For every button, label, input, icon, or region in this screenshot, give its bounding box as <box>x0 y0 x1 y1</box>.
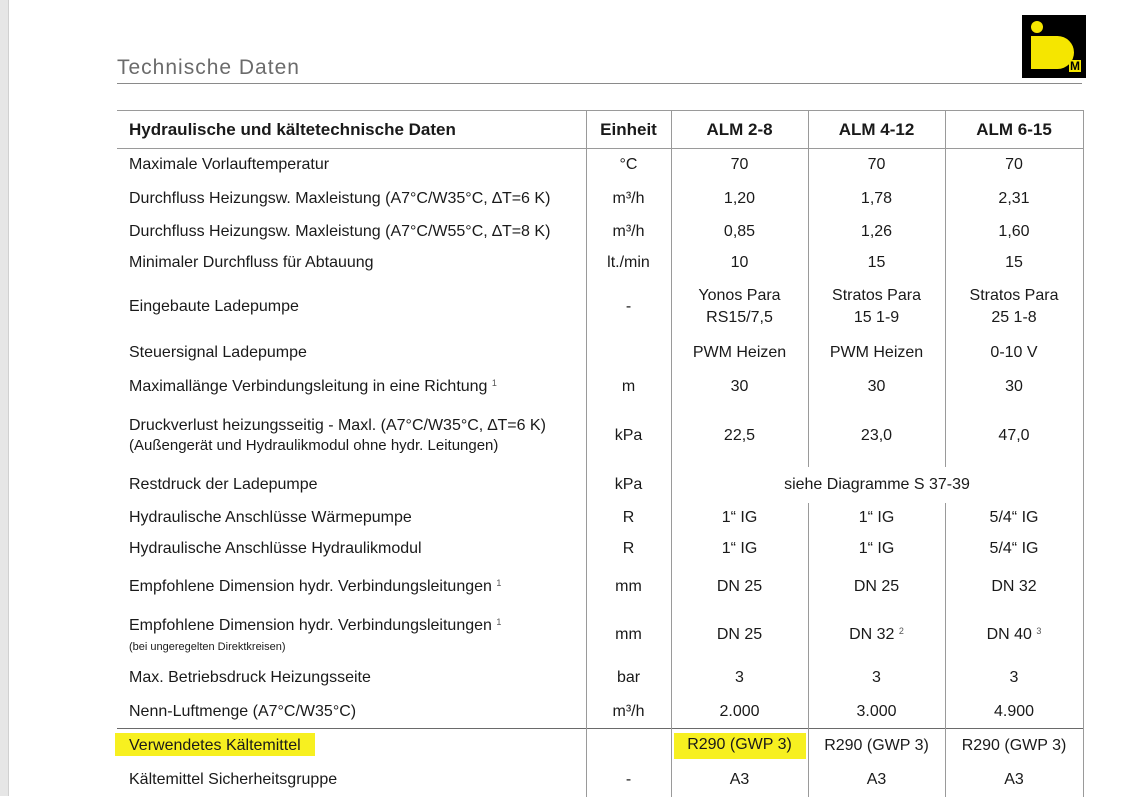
row-label-cell <box>117 369 586 405</box>
table-row <box>117 503 1083 534</box>
spec-table <box>117 110 1084 797</box>
viewer-left-edge <box>0 0 9 796</box>
row-label: Durchfluss Heizungsw. Maxleistung (A7°C/W35°C, ∆T=6 K) <box>129 189 551 207</box>
row-unit: lt./min <box>586 248 671 278</box>
row-unit: kPa <box>586 467 671 503</box>
row-label: Durchfluss Heizungsw. Maxleistung (A7°C/W55°C, ∆T=8 K) <box>129 222 551 240</box>
value-alm-4-12 <box>808 610 945 660</box>
value-alm-4-12: 3.000 <box>808 696 945 729</box>
value-alm-6-15: 70 <box>945 149 1083 182</box>
value-alm-2-8: 1,20 <box>671 182 808 216</box>
value-alm-4-12: 1,78 <box>808 182 945 216</box>
value-alm-6-15: A3 <box>945 764 1083 797</box>
value-alm-2-8 <box>671 278 808 337</box>
value-alm-2-8: DN 25 <box>671 565 808 610</box>
value-alm-4-12: 15 <box>808 248 945 278</box>
row-label-cell <box>117 565 586 610</box>
row-label: Maximale Vorlauftemperatur <box>129 156 330 174</box>
footnote-mark: 1 <box>491 377 497 388</box>
value-alm-4-12: 1“ IG <box>808 503 945 534</box>
value-alm-4-12: PWM Heizen <box>808 337 945 369</box>
value-alm-4-12: A3 <box>808 764 945 797</box>
row-label: Empfohlene Dimension hydr. Verbindungsleitungen <box>129 616 492 634</box>
row-label-highlighted: Verwendetes Kältemittel <box>115 733 315 756</box>
row-sublabel: (bei ungeregelten Direktkreisen) <box>129 640 286 653</box>
value-alm-4-12: 3 <box>808 660 945 696</box>
value-alm-2-8: 1“ IG <box>671 534 808 565</box>
value-alm-6-15: 3 <box>945 660 1083 696</box>
table-row <box>117 369 1083 405</box>
header-alm-6-15: ALM 6-15 <box>945 111 1083 149</box>
value-alm-6-15: DN 32 <box>945 565 1083 610</box>
table-row <box>117 764 1083 797</box>
table-row <box>117 278 1083 337</box>
row-unit: R <box>586 534 671 565</box>
row-unit: m <box>586 369 671 405</box>
header-alm-4-12: ALM 4-12 <box>808 111 945 149</box>
value-alm-2-8: 10 <box>671 248 808 278</box>
value-alm-4-12 <box>808 278 945 337</box>
value-alm-4-12: 23,0 <box>808 405 945 467</box>
value-alm-4-12: 1,26 <box>808 216 945 248</box>
value-text: DN 32 <box>849 625 895 643</box>
value-alm-2-8 <box>671 729 808 764</box>
row-label: Kältemittel Sicherheitsgruppe <box>129 771 338 788</box>
row-label: Steuersignal Ladepumpe <box>129 343 307 361</box>
value-alm-4-12: 30 <box>808 369 945 405</box>
value-alm-6-15 <box>945 278 1083 337</box>
table-row <box>117 216 1083 248</box>
value-line: Stratos Para <box>832 287 921 304</box>
value-line: Stratos Para <box>969 287 1059 304</box>
row-label: Restdruck der Ladepumpe <box>129 475 318 493</box>
row-label: Nenn-Luftmenge (A7°C/W35°C) <box>129 702 357 720</box>
row-label: Eingebaute Ladepumpe <box>129 298 299 315</box>
value-alm-6-15: 5/4“ IG <box>945 534 1083 565</box>
row-label: Empfohlene Dimension hydr. Verbindungsleitungen <box>129 578 492 595</box>
value-text: DN 40 <box>986 625 1032 643</box>
row-unit: mm <box>586 610 671 660</box>
value-alm-4-12: R290 (GWP 3) <box>808 729 945 764</box>
table-row <box>117 467 1083 503</box>
value-alm-6-15 <box>945 610 1083 660</box>
value-alm-6-15: 15 <box>945 248 1083 278</box>
header-unit: Einheit <box>586 111 671 149</box>
value-alm-2-8: 3 <box>671 660 808 696</box>
row-unit: - <box>586 278 671 337</box>
row-unit <box>586 729 671 764</box>
row-label: Druckverlust heizungsseitig - Maxl. (A7°C/W35°C, ∆T=6 K) <box>129 417 546 434</box>
row-unit: mm <box>586 565 671 610</box>
value-alm-2-8: 1“ IG <box>671 503 808 534</box>
value-alm-6-15: 4.900 <box>945 696 1083 729</box>
row-label: Minimaler Durchfluss für Abtauung <box>129 253 374 271</box>
value-alm-6-15: 0-10 V <box>945 337 1083 369</box>
value-alm-2-8: 0,85 <box>671 216 808 248</box>
value-alm-2-8: DN 25 <box>671 610 808 660</box>
table-row <box>117 729 1083 764</box>
value-alm-2-8: 22,5 <box>671 405 808 467</box>
row-unit: m³/h <box>586 216 671 248</box>
value-line: RS15/7,5 <box>706 309 773 326</box>
row-unit <box>586 337 671 369</box>
row-unit: °C <box>586 149 671 182</box>
table-row <box>117 149 1083 182</box>
row-unit: R <box>586 503 671 534</box>
idm-logo: M <box>1022 15 1086 78</box>
value-line: 25 1-8 <box>991 309 1037 326</box>
table-header-row <box>117 111 1083 149</box>
value-alm-6-15: 2,31 <box>945 182 1083 216</box>
value-line: Yonos Para <box>698 287 781 304</box>
footnote-mark: 2 <box>898 625 904 636</box>
row-unit: - <box>586 764 671 797</box>
title-divider <box>117 83 1082 84</box>
row-label: Hydraulische Anschlüsse Hydraulikmodul <box>129 540 422 557</box>
row-unit: m³/h <box>586 182 671 216</box>
footnote-mark: 3 <box>1036 625 1042 636</box>
table-row <box>117 660 1083 696</box>
table-row <box>117 534 1083 565</box>
value-alm-6-15: R290 (GWP 3) <box>945 729 1083 764</box>
row-label: Maximallänge Verbindungsleitung in eine Richtung <box>129 377 488 395</box>
value-alm-4-12: DN 25 <box>808 565 945 610</box>
value-span: siehe Diagramme S 37-39 <box>671 467 1083 503</box>
row-label-cell <box>117 729 586 764</box>
value-alm-6-15: 1,60 <box>945 216 1083 248</box>
table-row <box>117 337 1083 369</box>
table-row <box>117 610 1083 660</box>
row-sublabel: (Außengerät und Hydraulikmodul ohne hydr. Leitungen) <box>129 437 499 454</box>
value-alm-2-8: PWM Heizen <box>671 337 808 369</box>
value-alm-6-15: 47,0 <box>945 405 1083 467</box>
value-highlighted: R290 (GWP 3) <box>674 733 806 759</box>
footnote-mark: 1 <box>496 578 502 588</box>
page-title: Technische Daten <box>117 56 300 79</box>
row-label-cell <box>117 610 586 660</box>
value-alm-6-15: 5/4“ IG <box>945 503 1083 534</box>
value-alm-2-8: 30 <box>671 369 808 405</box>
footnote-mark: 1 <box>496 616 502 627</box>
header-category: Hydraulische und kältetechnische Daten <box>117 111 586 149</box>
table-row <box>117 565 1083 610</box>
value-alm-2-8: 70 <box>671 149 808 182</box>
row-label: Hydraulische Anschlüsse Wärmepumpe <box>129 509 412 526</box>
table-row <box>117 405 1083 467</box>
table-row <box>117 696 1083 729</box>
table-row <box>117 248 1083 278</box>
table-row <box>117 182 1083 216</box>
value-alm-4-12: 1“ IG <box>808 534 945 565</box>
row-label: Max. Betriebsdruck Heizungsseite <box>129 668 371 686</box>
row-unit: kPa <box>586 405 671 467</box>
value-alm-4-12: 70 <box>808 149 945 182</box>
value-alm-2-8: 2.000 <box>671 696 808 729</box>
value-alm-6-15: 30 <box>945 369 1083 405</box>
header-alm-2-8: ALM 2-8 <box>671 111 808 149</box>
row-label-cell <box>117 405 586 467</box>
row-unit: m³/h <box>586 696 671 729</box>
value-line: 15 1-9 <box>853 309 900 326</box>
value-alm-2-8: A3 <box>671 764 808 797</box>
row-unit: bar <box>586 660 671 696</box>
